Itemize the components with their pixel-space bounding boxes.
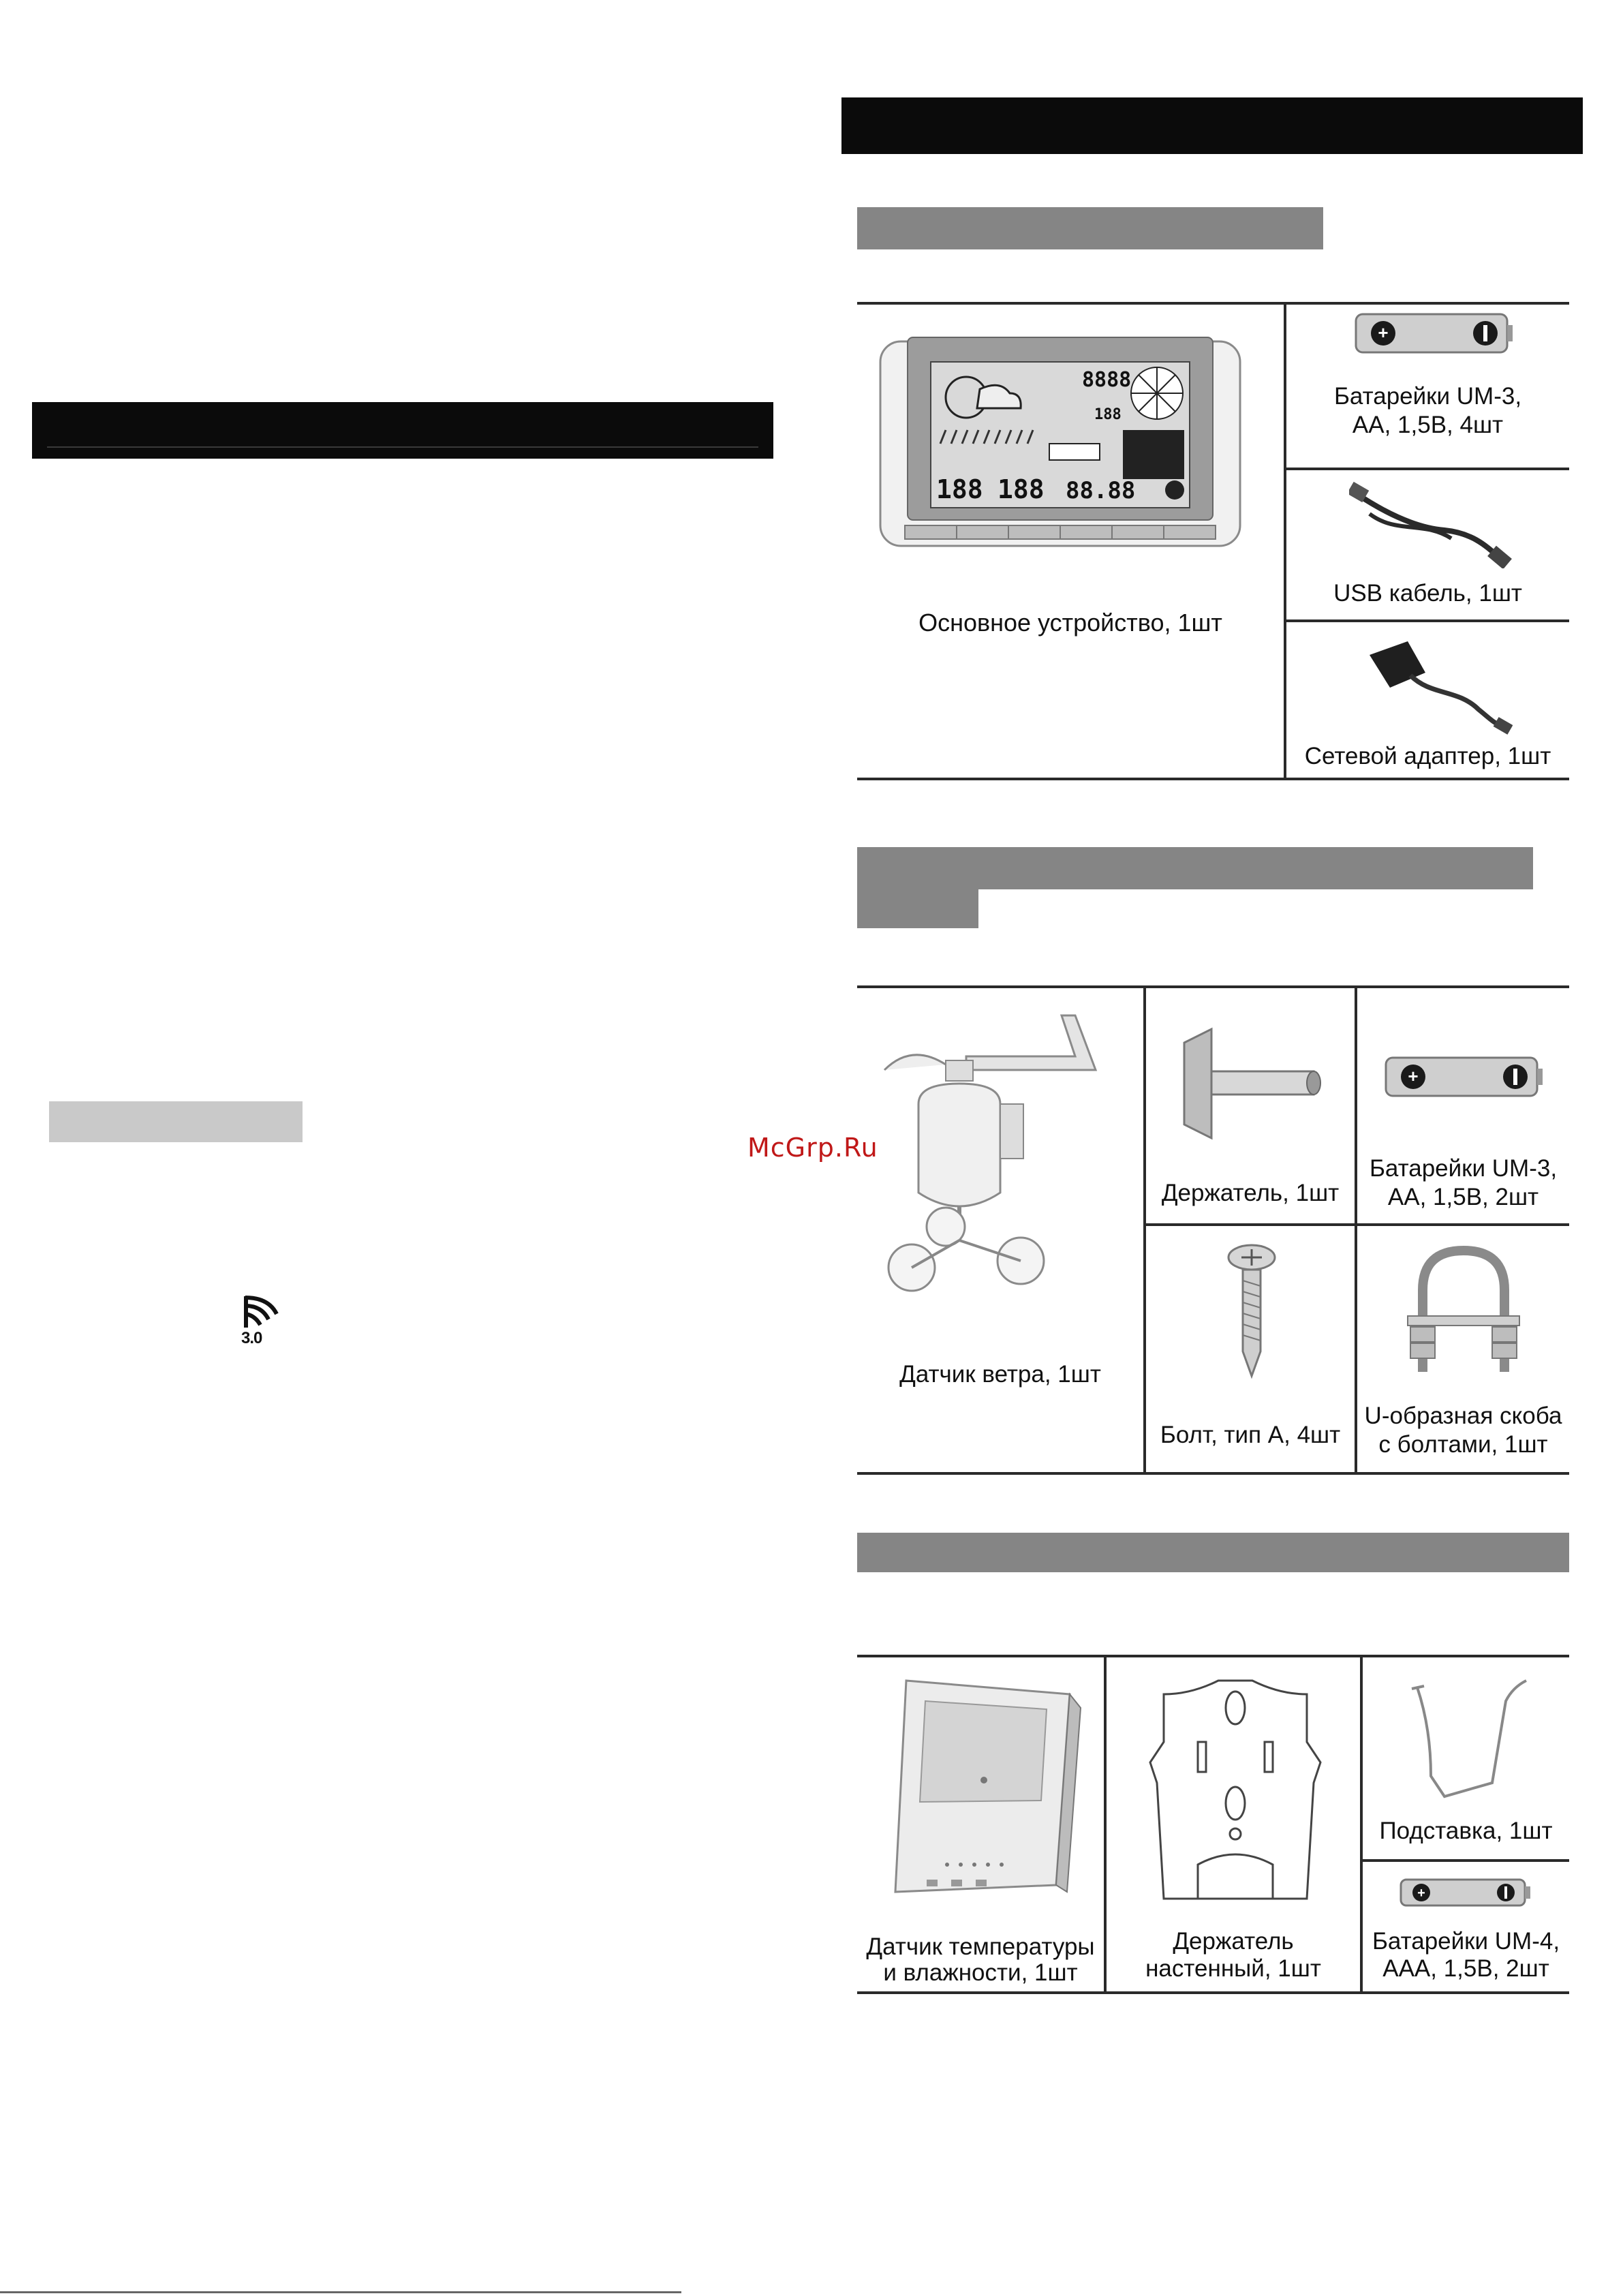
watermark: McGrp.Ru xyxy=(747,1133,878,1163)
table-bottom-rule xyxy=(857,1472,1569,1475)
thermo-subsection-bar xyxy=(857,1533,1569,1572)
main-unit-caption: Основное устройство, 1шт xyxy=(918,609,1222,637)
wall-holder-caption-line2: настенный, 1шт xyxy=(1145,1955,1321,1982)
console-batteries-cell xyxy=(1286,305,1569,468)
mount-holder-image xyxy=(1171,1022,1334,1145)
thermo-batteries-cell xyxy=(1363,1862,1569,1991)
wind-batteries-cell xyxy=(1357,988,1569,1223)
wind-subsection-bar-line2 xyxy=(857,887,978,928)
left-section-header-bar xyxy=(32,402,773,459)
u-bolt-cell xyxy=(1357,1226,1569,1472)
bolt-cell xyxy=(1146,1226,1355,1472)
wind-batteries-caption-line1: Батарейки UM-3, xyxy=(1369,1155,1558,1182)
main-unit-cell xyxy=(857,305,1284,778)
thermo-batteries-caption-line1: Батарейки UM-4, xyxy=(1372,1928,1560,1955)
usb-cable-cell xyxy=(1286,470,1569,619)
left-subsection-bar xyxy=(49,1101,303,1142)
lcd-time: 88.88 xyxy=(1066,477,1136,504)
wind-sensor-image xyxy=(871,1002,1116,1315)
right-section-header-bar xyxy=(841,97,1583,154)
wall-holder-caption-line1: Держатель xyxy=(1173,1928,1294,1955)
u-bolt-caption-line2: с болтами, 1шт xyxy=(1378,1431,1548,1458)
lcd-mid-digits: 188 xyxy=(1094,406,1122,423)
power-adapter-caption: Сетевой адаптер, 1шт xyxy=(1304,743,1551,769)
bolt-caption: Болт, тип A, 4шт xyxy=(1160,1422,1341,1448)
bolt-image xyxy=(1221,1242,1282,1379)
wall-holder-image xyxy=(1137,1667,1334,1912)
svg-text:+: + xyxy=(1408,1066,1419,1086)
power-adapter-image xyxy=(1349,634,1513,737)
lcd-top-digits: 8888 xyxy=(1082,368,1132,392)
lcd-right-reading: 188 xyxy=(998,474,1045,504)
weather-station-image xyxy=(878,335,1243,558)
radio-wave-logo-icon xyxy=(241,1294,282,1348)
battery-aaa-icon xyxy=(1397,1876,1533,1910)
mount-holder-caption: Держатель, 1шт xyxy=(1161,1180,1340,1206)
wind-subsection-bar-line1 xyxy=(857,847,1533,889)
mount-holder-cell xyxy=(1146,988,1355,1223)
stand-cell xyxy=(1363,1657,1569,1859)
console-batteries-caption-line2: AA, 1,5В, 4шт xyxy=(1352,412,1504,438)
wind-sensor-cell xyxy=(857,988,1143,1472)
thermo-sensor-caption-line2: и влажности, 1шт xyxy=(883,1959,1078,1986)
svg-text:+: + xyxy=(1417,1886,1425,1901)
wind-sensor-contents-table xyxy=(857,985,1569,1475)
usb-cable-caption: USB кабель, 1шт xyxy=(1333,580,1522,607)
stand-image xyxy=(1404,1674,1533,1810)
bottom-edge-line xyxy=(0,2291,681,2293)
thermo-sensor-image xyxy=(886,1667,1083,1905)
thermo-sensor-contents-table xyxy=(857,1655,1569,1994)
thermo-sensor-caption-line1: Датчик температуры xyxy=(866,1933,1095,1960)
table-bottom-rule xyxy=(857,778,1569,780)
usb-cable-image xyxy=(1349,480,1513,568)
console-contents-table xyxy=(857,302,1569,780)
battery-aa-icon xyxy=(1352,309,1515,358)
wall-holder-cell xyxy=(1107,1657,1360,1991)
lcd-left-reading: 188 xyxy=(936,474,983,504)
battery-aa-icon xyxy=(1382,1052,1545,1101)
console-batteries-caption-line1: Батарейки UM-3, xyxy=(1333,383,1522,410)
logo-badge-text: 3.0 xyxy=(241,1329,262,1347)
wind-sensor-caption: Датчик ветра, 1шт xyxy=(899,1361,1101,1388)
thermo-batteries-caption-line2: AAA, 1,5В, 2шт xyxy=(1382,1955,1549,1982)
wind-batteries-caption-line2: AA, 1,5В, 2шт xyxy=(1387,1184,1539,1210)
power-adapter-cell xyxy=(1286,622,1569,778)
svg-text:+: + xyxy=(1378,322,1389,343)
thermo-sensor-cell xyxy=(857,1657,1104,1991)
table-bottom-rule xyxy=(857,1991,1569,1994)
u-bolt-caption-line1: U-образная скоба xyxy=(1364,1403,1562,1429)
stand-caption: Подставка, 1шт xyxy=(1379,1818,1553,1844)
u-bolt-image xyxy=(1395,1242,1532,1379)
header-underline xyxy=(47,446,758,448)
console-subsection-bar xyxy=(857,207,1323,249)
